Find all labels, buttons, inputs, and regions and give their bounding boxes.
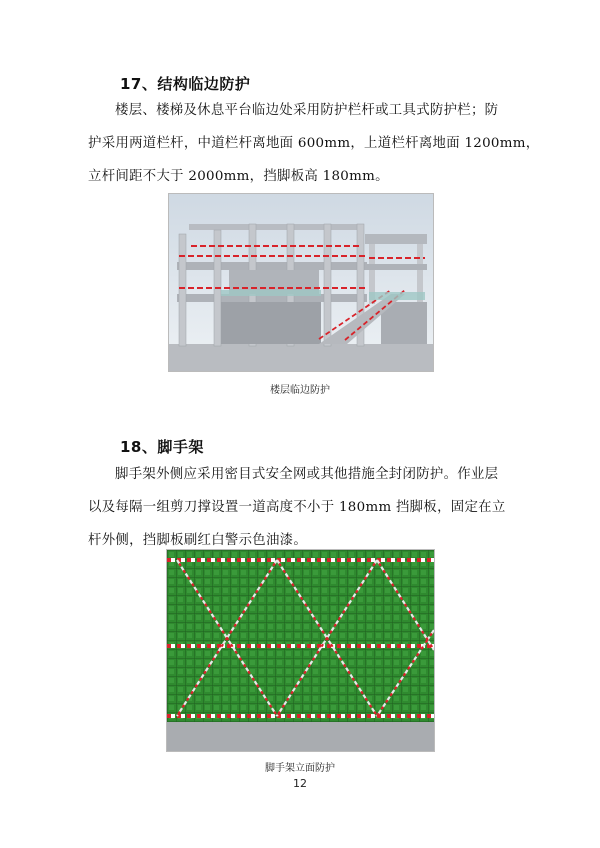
section-17-heading: 17、结构临边防护 <box>120 75 251 93</box>
section-17-line-3: 立杆间距不大于 2000mm，挡脚板高 180mm。 <box>88 169 389 184</box>
section-17-line-1: 楼层、楼梯及休息平台临边处采用防护栏杆或工具式防护栏；防 <box>115 103 499 118</box>
section-18-paragraph <box>88 458 520 557</box>
scaffold-facade-protection-image <box>166 549 435 752</box>
section-18-heading: 18、脚手架 <box>120 438 204 456</box>
section-18-line-2: 以及每隔一组剪刀撑设置一道高度不小于 180mm 挡脚板，固定在立 <box>88 500 506 515</box>
section-18-line-1: 脚手架外侧应采用密目式安全网或其他措施全封闭防护。作业层 <box>115 467 499 482</box>
page-number: 12 <box>293 777 307 790</box>
section-17-paragraph <box>88 94 540 193</box>
section-18-line-3: 杆外侧，挡脚板刷红白警示色油漆。 <box>88 533 308 548</box>
figure-1-caption: 楼层临边防护 <box>270 385 330 396</box>
figure-2-caption: 脚手架立面防护 <box>265 763 335 774</box>
section-17-line-2: 护采用两道栏杆，中道栏杆离地面 600mm，上道栏杆离地面 1200mm， <box>88 136 540 151</box>
building-edge-protection-image <box>168 193 434 372</box>
